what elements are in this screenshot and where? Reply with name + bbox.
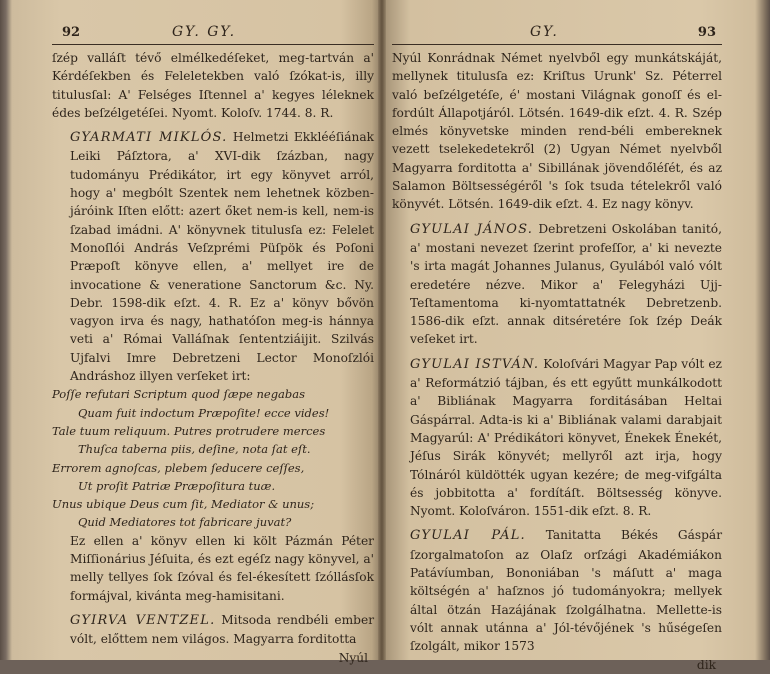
verse-line: Quam fuit indoctum Præpoſite! ecce vides! [78,405,330,420]
entry-gyulai-istvan [392,355,722,521]
entry-text: Debretzeni Oskolában tanitó, a' mostani nevezet ſzerint profeſſor, a' ki nevezte 's irta magát Johannes Julanus, Gyulából való vólt eredetére nézve. Mikor a' Felegyházi Ujj-Teſtamentoma ki-nyomtattatnék Debretzenb. 1586-dik eſzt. annak ditséretére ſok ſzép Deák veſeket irt. [410,221,723,347]
entry-heading: GYULAI JÁNOS. [410,221,534,237]
entry-heading: GYIRVA VENTZEL. [70,612,216,628]
entry-gyirva-ventzel [52,611,374,649]
entry-gyulai-pal [392,526,722,655]
entry-text: Helmetzi Ekklééſiának Leiki Páſztora, a' XVI-dik ſzázban, nagy tudományu Prédikátor, irt egy könyvet arról, hogy a' megbólt Szentek nem lehetnek közben-járóink Iſten előtt: azert őket nem-is kell, nem-is ſzabad imádni. A' könyvnek titulusſa ez: Felelet Monoſlói András Veſzprémi Püſpök és Poſoni Præpoſt könyve ellen, a' mellyet ire de invocatione & veneratione Sanctorum &c. Ny. Debr. 1598-dik eſzt. 4. R. Ez a' könyv bővön vagyon irva és nagy, hathatóſon meg-is hánnya veti a' Római Valláſnak ſententziáijit. Szilvás Ujfalvi Imre Debretzeni Lector Monoſzlói Andráshoz illyen verſeket irt: [70,130,375,384]
left-catchword: Nyúl [338,650,368,665]
verse-line: Tale tuum reliquum. Putres protrudere merces [52,423,326,438]
entry-gyulai-pal-body [392,526,722,655]
entry-gyulai-janos-body [392,220,722,349]
right-running-head: GY. [530,24,559,40]
entry-gyarmati-miklos [52,128,374,385]
book-gutter [378,0,386,660]
right-catchword: dik [696,657,716,672]
verse-line: Unus ubique Deus cum ſit, Mediator & unus; [52,497,315,512]
left-page-header [52,22,374,45]
entry-gyirva-body [52,611,374,649]
entry-gyulai-janos [392,220,722,349]
right-page [392,22,723,672]
entry-heading: GYULAI ISTVÁN. [410,356,540,372]
latin-verses [52,385,374,531]
entry-gyarmati-body [52,128,374,385]
left-page [52,22,375,665]
entry-text: Mitsoda rendbéli ember vólt, előttem nem világos. Magyarra forditotta [70,612,375,647]
right-intro-text: Nyúl Konrádnak Német nyelvből egy munkátskáját, mellynek titulusſa ez: Kriſtus Urunk' Sz. Péterrel való beſzélgetéſe, é' mostani Világnak gonoſſ és el-fordúlt Állapotjáról. Lötsén. 1649-dik eſzt. 4. R. Szép elmés könyvetske minden rend-béli embereknek vezett tselekedetekről (2) Ugyan Német nyelvből Magyarra forditotta a' Sibillának jövendőléſét, és az Salamon Böltsességéről 's ſok tsuda tételekről való könyvét. Lötsén. 1649-dik eſzt. 4. Ez nagy könyv. [392,51,722,212]
verse-line: Thuſca taberna piis, deſine, nota ſat eſt. [78,442,311,457]
verse-line: Poſſe refutari Scriptum quod ſæpe negabas [52,387,306,402]
entry-gyarmati-after: Ez ellen a' könyv ellen ki költ Pázmán Péter Miſſionárius Jéſuita, és ezt egéſz nagy könyvel, a' melly tellyes ſok ſzóval és fel-ékesített ſzóllásſok formájval, kivánta meg-hamisitani. [70,533,374,603]
right-page-number: 93 [697,25,716,40]
verse-line: Quid Mediatores tot fabricare juvat? [78,515,292,530]
entry-text: Tanitatta Békés Gáspár ſzorgalmatoſon az Olaſz orſzági Akadémiákon Patávíumban, Bononiában 's máſutt a' maga költségén a' haſznos jó tudományokra; mellyek által ötzán Hazájának ſzolgálhatna. Mellette-is vólt annak utánna a' Jól-tévőjének 's hűségeſen ſzolgált, mikor 1573 [410,528,723,654]
left-running-head: GY. GY. [172,24,237,40]
left-page-number: 92 [62,25,81,40]
verse-line: Errorem agnoſcas, plebem ſeducere ceſſes, [52,460,305,475]
right-page-header [392,22,722,45]
entry-heading: GYARMATI MIKLÓS. [70,130,228,146]
entry-text: Koloſvári Magyar Pap vólt ez a' Reformátzió tájban, és ett egyűtt munkálkodott a' Bibliának Magyarra forditásában Heltai Gáspárral. Adta-is ki a' Bibliának valami darabjait Magyarúl: A' Prédikátori könyvet, Énekek Énekét, Jéſus Sirák könyvét; mellyről azt irja, hogy Tólnáról küldötték ugyan kezére; de meg-vifgálta és jobbitotta a' fordítáſt. Böltsesség könyve. Nyomt. Koloſváron. 1551-dik eſzt. 8. R. [410,356,722,519]
entry-heading: GYULAI PÁL. [410,528,526,544]
verse-line: Ut proſit Patriæ Præpoſitura tuæ. [78,478,276,493]
entry-gyulai-istvan-body [392,355,722,521]
left-intro-text: ſzép valláſt tévő elmélkedéſeket, meg-tartván a' Kérdéſekben és Feleletekben való ſzókat-is, illy titulusſal: A' Felséges Iſtennel a' kegyes léleknek édes beſzélgetéſei. Nyomt. Koloſv. 1744. 8. R. [52,51,374,120]
